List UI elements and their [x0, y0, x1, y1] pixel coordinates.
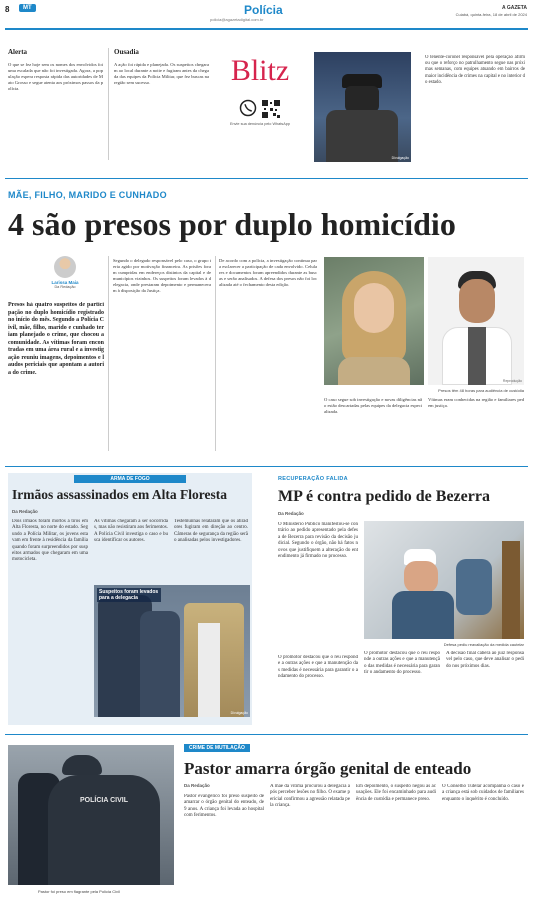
blitz-col1-text: O que se fez hoje sem os nomes dos envolvidos foi uma escalada que não foi investigada. Agora, a população espera resposta rápida das autoridades de Mato Grosso e segue atenta aos próximos passos da polícia. [8, 62, 103, 91]
newspaper-name: A GAZETA [502, 5, 527, 11]
story-right-text1-cont: O promotor destacou que o réu responde a outras ações e que a manutenção das medidas é necessária para garantir o andamento do processo. [278, 655, 358, 680]
main-below-right: Vítimas eram conhecidas na região e familiares pedem justiça. [428, 397, 524, 408]
story-bottom-text4: O Conselho Tutelar acompanha o caso e a criança está sob cuidados de familiares enquanto o inquérito é concluído. [442, 784, 524, 802]
blitz-col2-text: A ação foi rápida e planejada. Os suspeitos chegaram ao local durante a noite e fugiram antes da chegada das equipes da Polícia Militar, que fez buscas na região sem sucesso. [114, 62, 209, 85]
main-kicker: MÃE, FILHO, MARIDO E CUNHADO [8, 190, 167, 200]
story-right-headline: MP é contra pedido de Bezerra [278, 488, 490, 505]
main-col3: De acordo com a polícia, a investigação continua para esclarecer a participação de cada envolvido. Celulares e documentos foram apreendidos durante as buscas e serão analisados. A defesa dos presos não foi localizada até o fechamento desta edição. [219, 258, 317, 287]
author-name: Larissa Maia [51, 280, 79, 285]
story-left-photo [94, 585, 250, 717]
story-bottom-photo-caption: Pastor foi preso em flagrante pela Polícia Civil [38, 889, 120, 894]
main-byline [40, 256, 90, 289]
story-bottom-byline: Da Redação [184, 783, 210, 788]
story-bottom-kicker: CRIME DE MUTILAÇÃO [184, 744, 250, 752]
page-date: Cuiabá, quinta-feira, 18 de abril de 2024 [455, 12, 527, 17]
story-bottom-photo [8, 745, 174, 885]
blitz-col2 [114, 48, 209, 163]
blitz-col3-text: O tenente-coronel responsável pela operação afirmou que o reforço no patrulhamento segue nas próximas semanas, com equipes atuando em bairros de maior incidência de crimes na capital e no interior do estado. [425, 55, 525, 85]
story-left-text2: As vítimas chegaram a ser socorridas, mas não resistiram aos ferimentos. A Polícia Civil investiga o caso e busca identificar os autores. [94, 519, 168, 544]
qr-code-icon [261, 99, 281, 119]
page-header [0, 0, 533, 28]
section-title: Polícia [244, 3, 283, 17]
main-photo-woman [324, 257, 424, 385]
section-badge: MT [19, 4, 36, 12]
blitz-logo-box [214, 55, 306, 153]
story-bottom-text3: Em depoimento, o suspeito negou as acusações. Ele foi encaminhado para audiência de custódia e permanece preso. [356, 784, 436, 802]
main-photo-caption: Presos têm 48 horas para audiência de custódia [438, 388, 524, 393]
story-left-text1: Dois irmãos foram mortos a tiros em Alta Floresta, no norte do estado. Segundo a Polícia Militar, os jovens estavam em frente à residência da família quando foram surpreendidos por suspeitos armados que chegaram em uma motocicleta. [12, 519, 88, 563]
main-lead-col: Presos há quatro suspeitos de participação no duplo homicídio registrado no início do mês. Segundo a Polícia Civil, mãe, filho, marido e cunhado teriam planejado o crime, que chocou a comunidade. As vítimas foram encontradas em uma área rural e a investigação reuniu imagens, depoimentos e laudos periciais que apontam a autoria do crime. [8, 302, 104, 376]
blitz-logo: Blitz [230, 54, 290, 87]
story-left-text3: Testemunhas relataram que os atiradores fugiram em direção ao centro. Câmeras de segurança da região serão analisadas pelos investigadores. [174, 519, 248, 544]
story-left [8, 473, 252, 725]
main-photo-credit: Reprodução [502, 379, 522, 383]
story-left-kicker: ARMA DE FOGO [74, 475, 186, 483]
story-right-photo [364, 521, 524, 639]
blitz-photo [314, 52, 411, 162]
story-bottom-headline: Pastor amarra órgão genital de enteado [184, 759, 472, 778]
main-below-left: O caso segue sob investigação e novas diligências não estão descartadas pelas equipes da delegacia especializada. [324, 397, 422, 414]
story-right-photo-caption: Defesa pediu reavaliação da medida cautelar [443, 642, 524, 647]
story-bottom-text1: Pastor evangélico foi preso suspeito de amarrar o órgão genital do enteado, de 9 anos. A criança foi levada ao hospital com ferimentos. [184, 794, 264, 819]
story-right-text3: A decisão final caberá ao juiz responsável pelo caso, que deve analisar o pedido nos próximos dias. [446, 651, 524, 669]
blitz-col1 [8, 48, 103, 163]
whatsapp-caption: Envie sua denúncia pelo WhatsApp [230, 122, 290, 126]
blitz-photo-credit: Divulgação [391, 156, 409, 160]
main-col2: Segundo o delegado responsável pelo caso, o grupo teria agido por motivação financeira. As prisões foram cumpridas em endereços distintos da capital e de municípios vizinhos. Os suspeitos foram levados à delegacia, onde prestaram depoimento e permaneceram à disposição da Justiça. [113, 258, 211, 293]
story-left-headline: Irmãos assassinados em Alta Floresta [12, 487, 228, 502]
main-headline: 4 são presos por duplo homicídio [8, 206, 456, 242]
page-number: 8 [5, 5, 10, 14]
police-vest-label: POLÍCIA CIVIL [80, 797, 128, 804]
story-right-byline: Da Redação [278, 511, 304, 516]
header-rule [5, 28, 528, 30]
story-left-inset-caption: Suspeitos foram levados para a delegacia [97, 588, 161, 602]
whatsapp-icon [239, 99, 257, 117]
story-right-text2: O promotor destacou que o réu responde a outras ações e que a manutenção das medidas é necessária para garantir o andamento do processo. [364, 651, 440, 676]
author-avatar [54, 256, 76, 278]
main-photo-man [428, 257, 524, 385]
author-role: Da Redação [54, 285, 76, 289]
story-left-photo-credit: Divulgação [230, 711, 248, 715]
blitz-col1-title: Alerta [8, 48, 28, 56]
story-bottom-text2: A mãe da vítima procurou a delegacia após perceber lesões no filho. O exame pericial confirmou a agressão relatada pela criança. [270, 784, 350, 809]
story-right-text1: O Ministério Público manifestou-se contrário ao pedido apresentado pela defesa de Bezerra para revisão da decisão judicial. Segundo o órgão, não há fatos novos que justifiquem a alteração do entendimento já firmado no processo. [278, 522, 358, 560]
blitz-col2-title: Ousadia [114, 48, 139, 56]
story-left-byline: Da Redação [12, 509, 38, 514]
section-subline: policia@agazetadigital.com.br [210, 17, 264, 22]
story-right-kicker: RECUPERAÇÃO FALIDA [278, 476, 348, 482]
